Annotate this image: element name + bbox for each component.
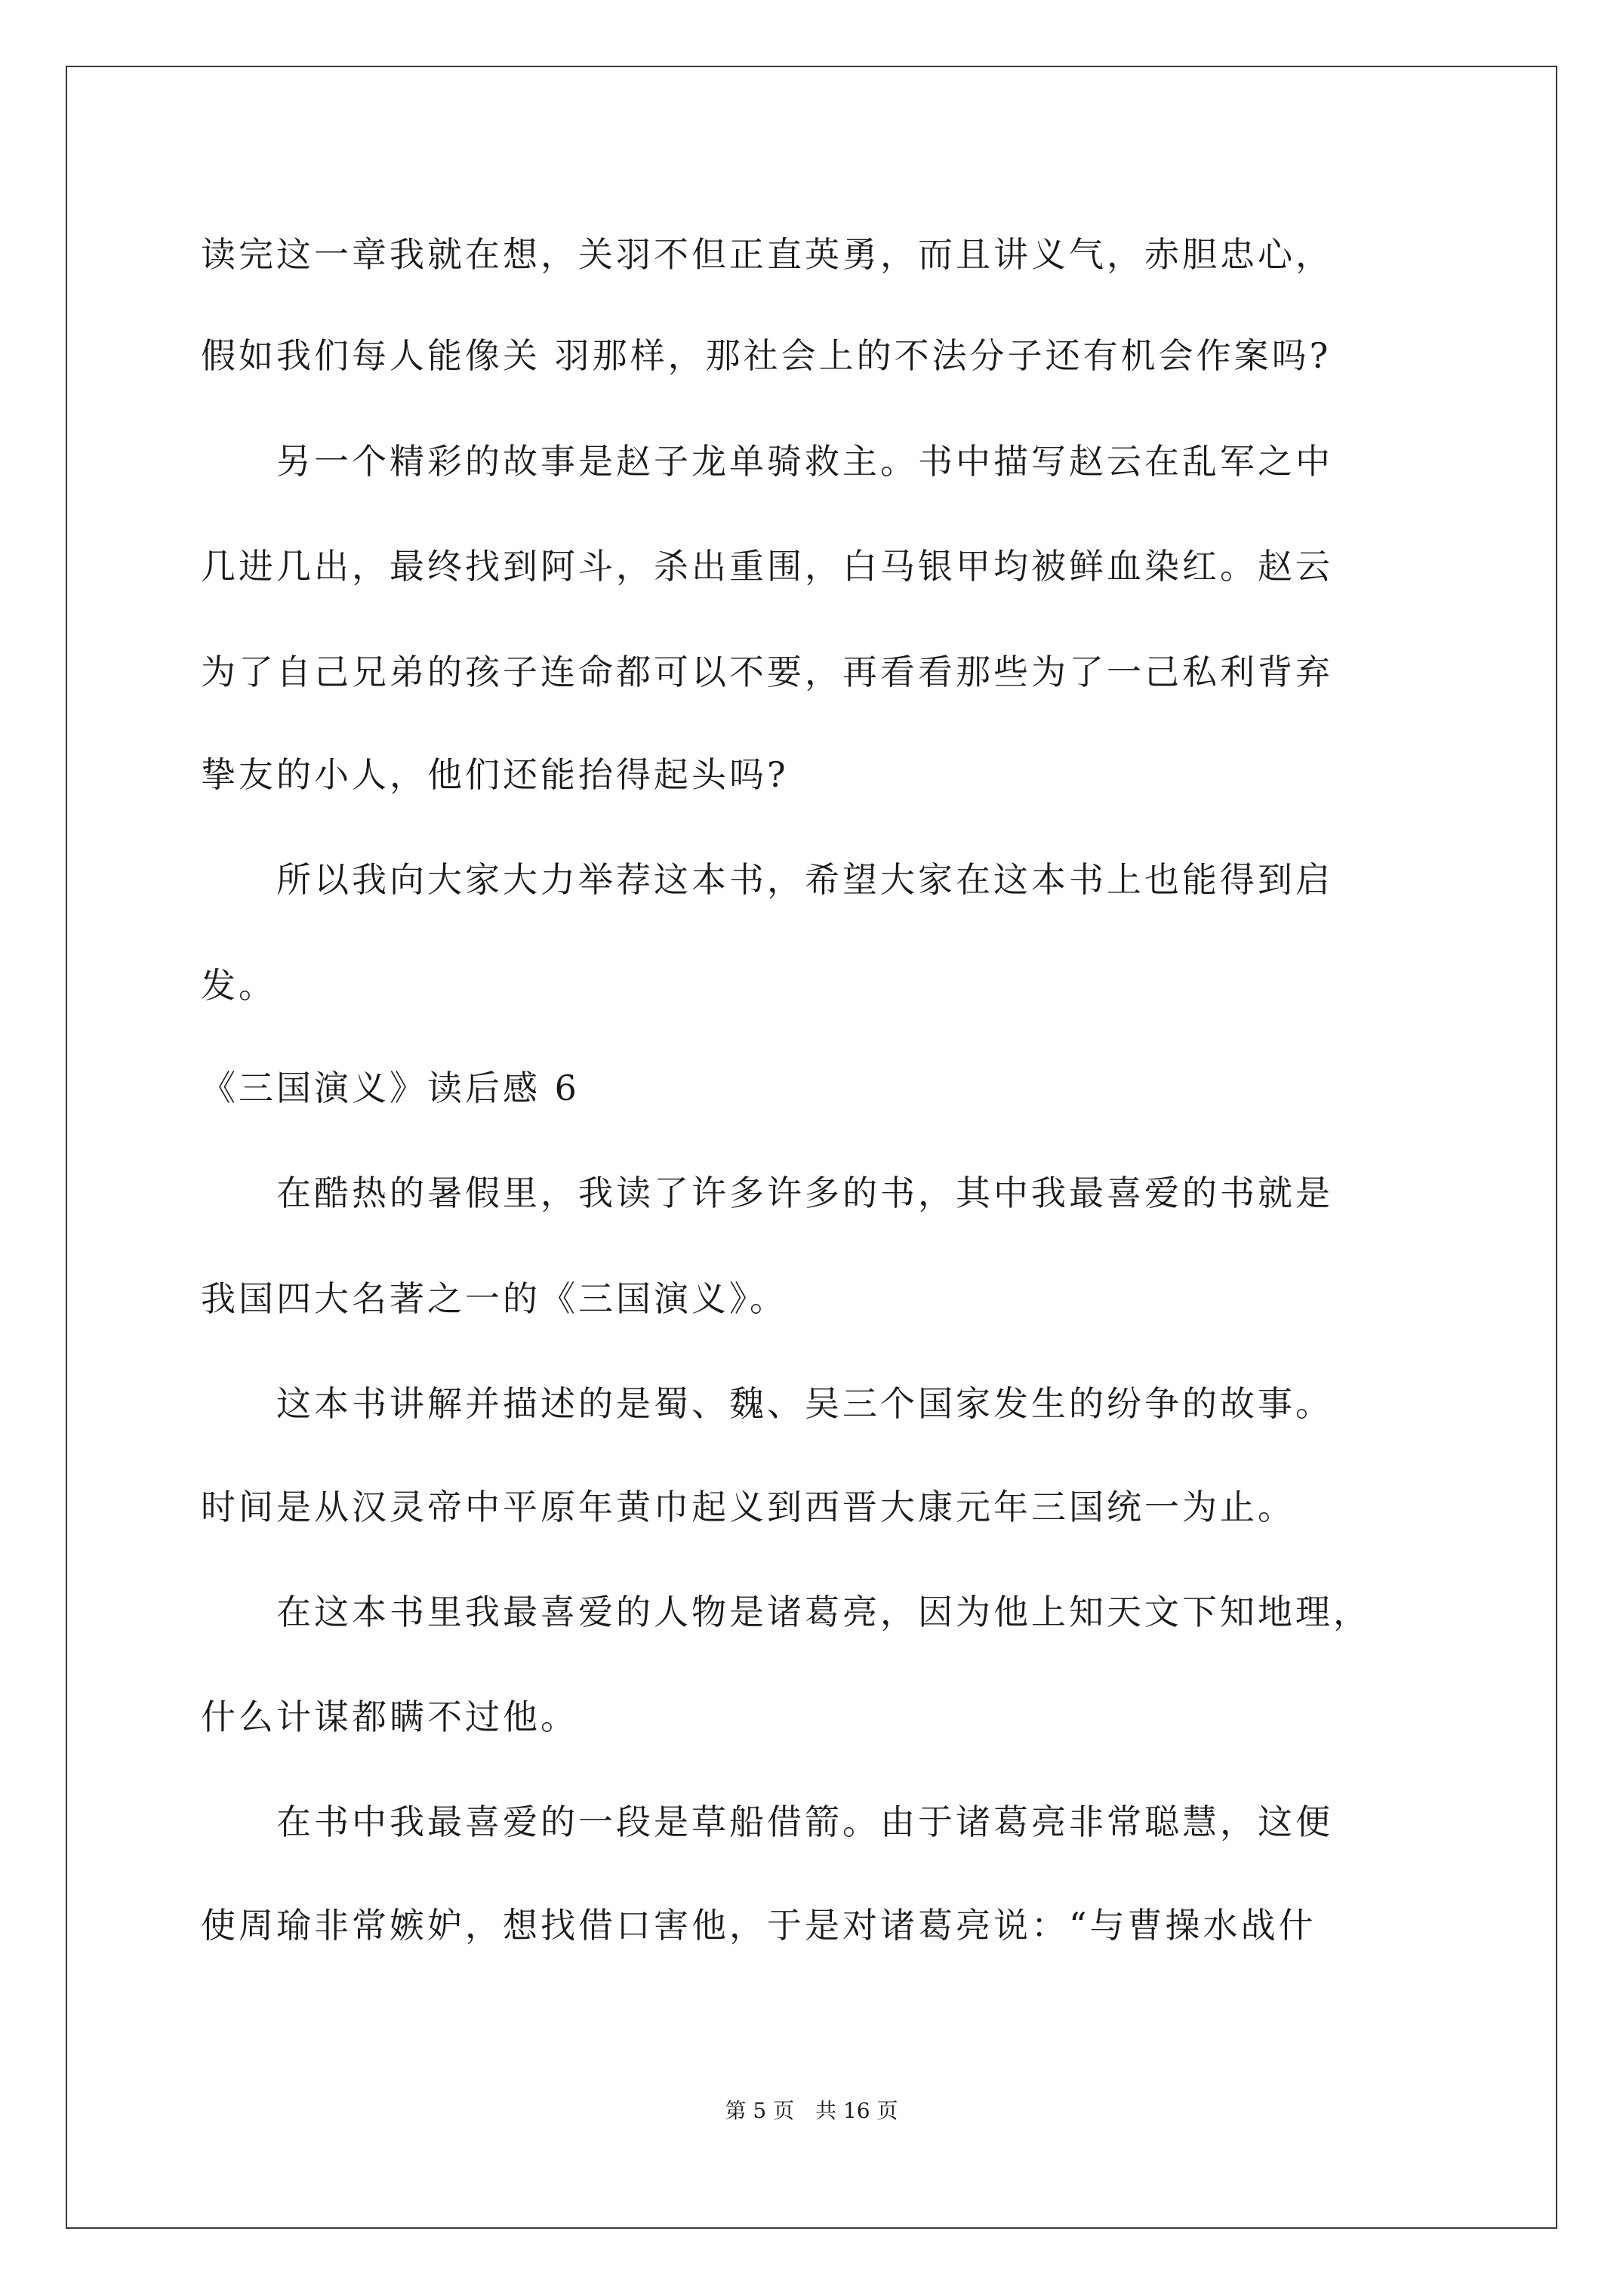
text-line: 我国四大名著之一的《三国演义》。 [201, 1278, 787, 1319]
text-line: 挚友的小人，他们还能抬得起头吗? [201, 754, 789, 795]
text-line: 假如我们每人能像关 羽那样，那社会上的不法分子还有机会作案吗? [201, 335, 1332, 376]
text-line: 使周瑜非常嫉妒，想找借口害他，于是对诸葛亮说：“与曹操水战什 [201, 1905, 1317, 1946]
text-line: 为了自己兄弟的孩子连命都可以不要，再看看那些为了一己私利背弃 [201, 652, 1333, 692]
paragraph-line: 在这本书里我最喜爱的人物是诸葛亮，因为他上知天文下知地理， [276, 1592, 1371, 1632]
paragraph-line: 所以我向大家大力举荐这本书，希望大家在这本书上也能得到启 [276, 859, 1333, 900]
text-line: 时间是从汉灵帝中平原年黄巾起义到西晋大康元年三国统一为止。 [201, 1487, 1295, 1527]
section-heading: 《三国演义》读后感 6 [201, 1068, 580, 1108]
text-line: 几进几出，最终找到阿斗，杀出重围，白马银甲均被鲜血染红。赵云 [201, 546, 1333, 587]
paragraph-line: 这本书讲解并描述的是蜀、魏、吴三个国家发生的纷争的故事。 [276, 1383, 1333, 1424]
text-line: 什么计谋都瞒不过他。 [201, 1697, 578, 1737]
paragraph-line: 另一个精彩的故事是赵子龙单骑救主。书中描写赵云在乱军之中 [276, 441, 1333, 482]
page-footer [0, 2097, 1623, 2125]
text-line: 读完这一章我就在想，关羽不但正直英勇，而且讲义气，赤胆忠心， [201, 234, 1333, 275]
page-total: 共 16 页 [815, 2098, 898, 2123]
paragraph-line: 在书中我最喜爱的一段是草船借箭。由于诸葛亮非常聪慧，这便 [276, 1801, 1333, 1842]
paragraph-line: 在酷热的暑假里，我读了许多许多的书，其中我最喜爱的书就是 [276, 1173, 1333, 1213]
text-line: 发。 [201, 965, 276, 1006]
page-number: 第 5 页 [725, 2098, 795, 2123]
